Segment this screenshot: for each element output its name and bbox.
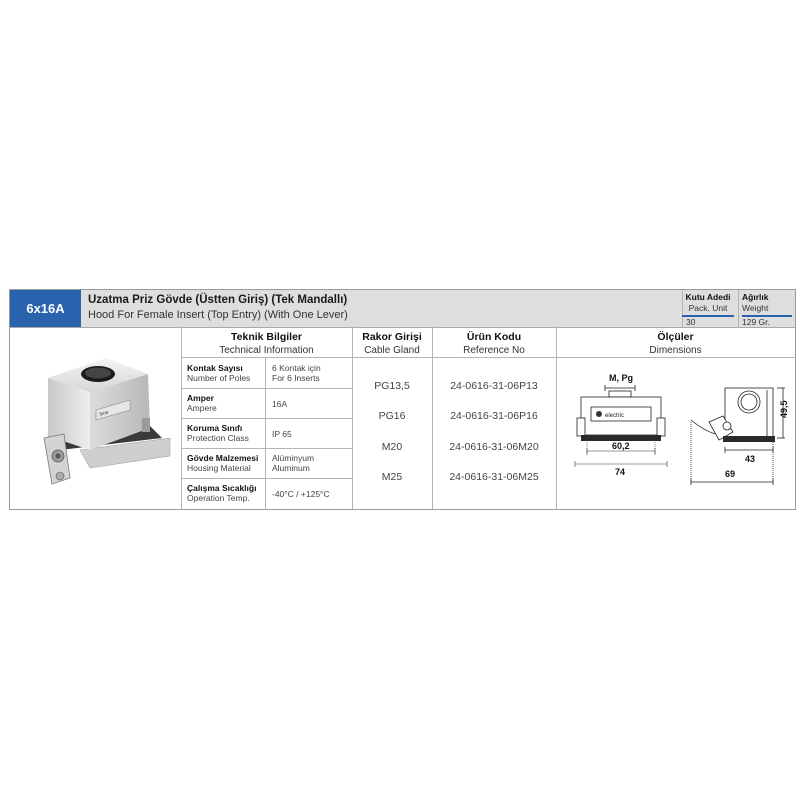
weight-label-en: Weight	[742, 303, 792, 317]
dimension-drawing	[557, 360, 793, 500]
tech-header-tr: Teknik Bilgiler	[231, 331, 302, 343]
divider	[181, 388, 352, 389]
gland-value: PG16	[378, 410, 406, 422]
product-card	[9, 289, 796, 510]
spec-label	[187, 393, 217, 413]
gland-column-header	[352, 331, 432, 357]
spec-value-1: Alüminyum	[272, 453, 315, 463]
spec-label-en: Ampere	[187, 403, 217, 413]
reference-number: 24-0616-31-06P13	[450, 380, 538, 392]
spec-label-tr: Kontak Sayısı	[187, 363, 243, 373]
dim-header-en: Dimensions	[649, 345, 702, 356]
tech-header-en: Technical Information	[219, 345, 314, 356]
weight-label-tr: Ağırlık	[742, 292, 769, 302]
divider	[738, 290, 739, 327]
divider	[265, 357, 266, 509]
tech-column-header	[181, 331, 352, 357]
product-size-tag: 6x16A	[10, 290, 81, 327]
reference-number: 24-0616-31-06P16	[450, 410, 538, 422]
product-title-en: Hood For Female Insert (Top Entry) (With One Lever)	[88, 309, 348, 321]
pack-unit-value: 30	[686, 317, 696, 327]
spec-label-en: Protection Class	[187, 433, 249, 443]
thread-dimension: M, Pg	[609, 373, 633, 383]
spec-label-en: Number of Poles	[187, 373, 251, 383]
spec-value	[272, 363, 321, 383]
spec-value-2: For 6 Inserts	[272, 373, 320, 383]
depth-dimension: 69	[725, 469, 736, 479]
connector-hood-icon	[30, 338, 180, 498]
dim-column-header	[556, 331, 795, 357]
spec-label-en: Operation Temp.	[187, 493, 250, 503]
spec-value-1: -40°C / +125°C	[272, 489, 330, 499]
weight-cell	[742, 292, 792, 328]
spec-value-2: Aluminum	[272, 463, 310, 473]
spec-label	[187, 453, 258, 473]
product-header	[10, 290, 795, 328]
spec-value	[272, 399, 287, 409]
gland-value: M20	[381, 441, 403, 453]
spec-label	[187, 363, 250, 383]
brand-label: electric	[605, 413, 625, 419]
ref-header-tr: Ürün Kodu	[466, 331, 522, 343]
depth-small-dimension: 43	[745, 454, 756, 464]
ref-header-en: Reference No	[463, 345, 525, 356]
spec-label-tr: Amper	[187, 393, 214, 403]
spec-label-tr: Çalışma Sıcaklığı	[187, 483, 257, 493]
outer-width-dimension: 74	[615, 467, 626, 477]
height-dimension: 49,5	[779, 400, 789, 418]
product-title-tr: Uzatma Priz Gövde (Üstten Giriş) (Tek Mandallı)	[88, 294, 348, 306]
reference-number: 24-0616-31-06M20	[449, 441, 539, 453]
divider	[181, 448, 352, 449]
spec-value-1: 16A	[272, 399, 288, 409]
gland-value: PG13,5	[374, 380, 410, 392]
reference-number: 24-0616-31-06M25	[449, 471, 539, 483]
spec-label	[187, 423, 249, 443]
spec-value	[272, 429, 292, 439]
gland-header-en: Cable Gland	[364, 345, 420, 356]
inner-width-dimension: 60,2	[612, 441, 630, 451]
spec-label	[187, 483, 256, 503]
divider	[181, 478, 352, 479]
spec-value	[272, 489, 330, 499]
pack-unit-cell	[682, 292, 734, 328]
spec-value-1: IP 65	[272, 429, 292, 439]
dim-header-tr: Ölçüler	[657, 331, 694, 343]
ref-column-header	[432, 331, 556, 357]
gland-header-tr: Rakor Girişi	[362, 331, 422, 343]
spec-label-en: Housing Material	[187, 463, 251, 473]
pack-unit-label-en: Pack. Unit	[682, 303, 734, 317]
spec-label-tr: Gövde Malzemesi	[187, 453, 259, 463]
divider	[181, 357, 795, 358]
svg-text:ilme: ilme	[98, 409, 110, 418]
gland-value: M25	[381, 471, 403, 483]
spec-value	[272, 453, 314, 473]
spec-value-1: 6 Kontak için	[272, 363, 321, 373]
divider	[181, 418, 352, 419]
weight-value: 129 Gr.	[742, 317, 770, 327]
pack-unit-label-tr: Kutu Adedi	[685, 292, 731, 302]
spec-label-tr: Koruma Sınıfı	[187, 423, 243, 433]
